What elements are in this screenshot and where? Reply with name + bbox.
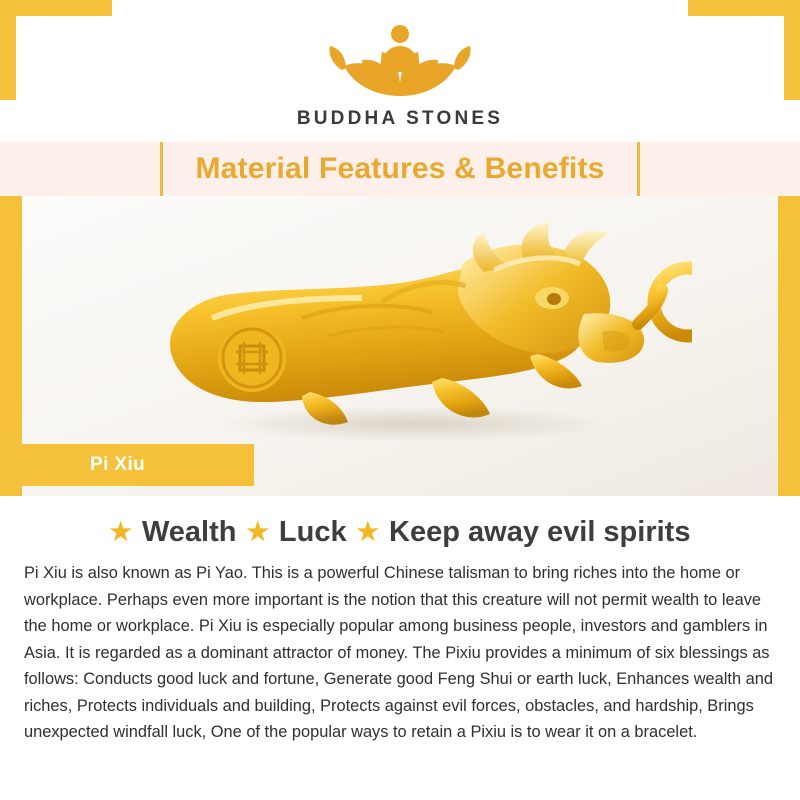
benefits-row	[0, 516, 800, 549]
side-bar-right	[778, 196, 800, 496]
product-label-tab	[22, 444, 254, 486]
corner-frame-top-left	[0, 0, 112, 100]
benefit-evil-spirits: Keep away evil spirits	[389, 516, 691, 548]
title-frame	[160, 142, 640, 196]
brand-name: BUDDHA STONES	[296, 108, 504, 129]
product-label: Pi Xiu	[90, 454, 146, 475]
corner-frame-top-right	[688, 0, 800, 100]
star-icon: ★	[356, 518, 380, 546]
brand-header	[0, 0, 800, 142]
description-paragraph: Pi Xiu is also known as Pi Yao. This is a powerful Chinese talisman to bring riches into the home or workplace. Perhaps even more important is the notion that this creature will not permit wealth to leave the home or workplace. Pi Xiu is especially popular among business people, investors and gamblers in Asia. It is regarded as a dominant attractor of money. The Pixiu provides a minimum of six blessings as follows: Conducts good luck and fortune, Generate good Feng Shui or earth luck, Enhances wealth and riches, Protects individuals and building, Protects against evil forces, obstacles, and hardship, Brings unexpected windfall luck, One of the popular ways to retain a Pixiu is to wear it on a bracelet.	[24, 564, 773, 742]
benefit-luck: Luck	[278, 516, 347, 548]
side-bar-left	[0, 196, 22, 496]
lotus-meditation-icon	[312, 16, 488, 104]
page-title: Material Features & Benefits	[195, 152, 605, 185]
pixiu-pendant-image	[132, 206, 692, 476]
star-icon: ★	[109, 518, 132, 546]
benefit-wealth: Wealth	[141, 516, 237, 548]
image-shadow	[212, 406, 612, 442]
star-icon: ★	[246, 518, 269, 546]
